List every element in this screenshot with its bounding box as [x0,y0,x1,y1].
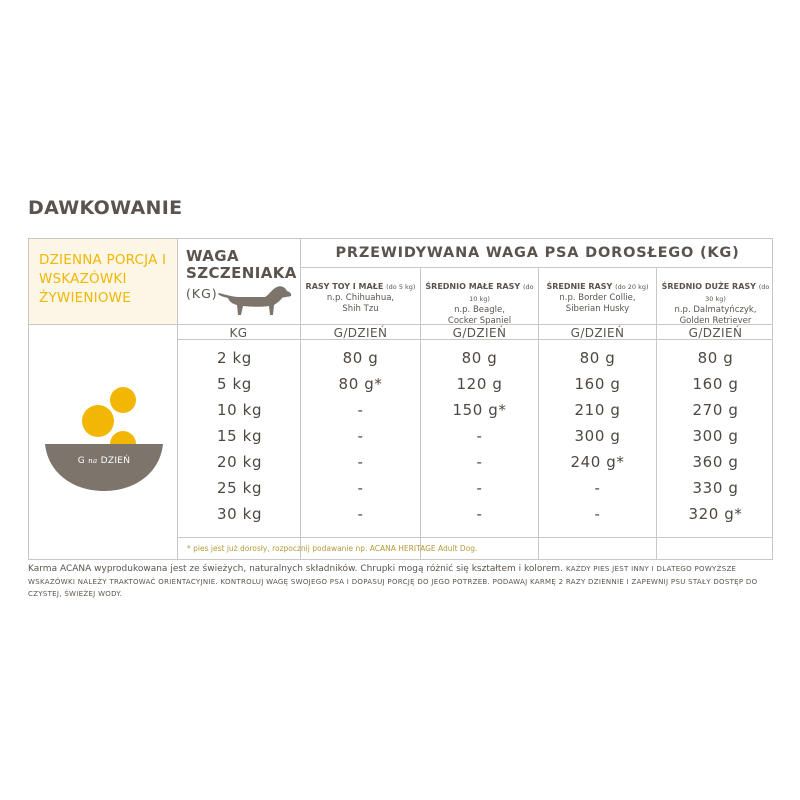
column-example: Siberian Husky [565,304,630,314]
row-weight: 15 kg [217,427,263,445]
column-example: Shih Tzu [342,304,379,314]
column-header [301,281,420,315]
unit-portion: G/DZIEŃ [688,326,743,340]
row-weight: 5 kg [217,375,252,393]
row-weight: 25 kg [217,479,263,497]
footnote: * pies jest już dorosły, rozpocznij podawanie np. ACANA HERITAGE Adult Dog. [187,544,478,553]
table-cell: 240 g* [570,453,625,471]
divider [177,239,178,559]
divider [177,537,772,538]
column-header [657,281,774,327]
table-cell: 320 g* [688,505,743,523]
table-cell: 300 g [574,427,621,445]
bowl-label-g: G [77,456,85,466]
weight-header-line2: SZCZENIAKA [186,264,297,282]
table-cell: - [357,505,364,523]
column-example: n.p. Border Collie, [559,293,636,303]
column-example: n.p. Beagle, [454,305,505,315]
row-weight: 10 kg [217,401,263,419]
weight-header-line1: WAGA [186,247,240,265]
page-title: DAWKOWANIE [28,197,183,219]
table-cell: - [357,401,364,419]
bowl-label-day: DZIEŃ [100,456,131,466]
column-name: ŚREDNIO MAŁE RASY [425,282,521,291]
table-cell: 80 g [342,349,379,367]
row-weight: 2 kg [217,349,252,367]
feeding-table [28,238,773,560]
column-example: n.p. Dalmatyńczyk, [674,305,757,315]
table-cell: - [357,479,364,497]
left-header-title: DZIENNA PORCJA I WSKAZÓWKI ŻYWIENIOWE [39,252,167,306]
table-cell: 300 g [692,427,739,445]
unit-kg: KG [229,326,248,340]
table-cell: - [476,479,483,497]
table-cell: - [357,427,364,445]
notes-main: Karma ACANA wyprodukowana jest ze świeżych, naturalnych składników. Chrupki mogą różnić się kształtem i kolorem. [28,564,564,574]
column-header [539,281,656,315]
table-cell: - [476,505,483,523]
column-range: (do 30 kg) [705,283,770,303]
column-range: (do 10 kg) [469,283,534,303]
dog-icon [217,283,293,319]
column-example: Cocker Spaniel [447,316,512,326]
table-cell: 360 g [692,453,739,471]
table-cell: 80 g* [338,375,383,393]
table-cell: - [594,479,601,497]
unit-portion: G/DZIEŃ [452,326,507,340]
column-name: ŚREDNIO DUŻE RASY [661,282,756,291]
unit-portion: G/DZIEŃ [570,326,625,340]
table-cell: 80 g [461,349,498,367]
column-name: ŚREDNIE RASY [546,282,613,291]
table-cell: 80 g [579,349,616,367]
unit-portion: G/DZIEŃ [333,326,388,340]
column-example: Golden Retriever [679,316,752,326]
table-cell: 80 g [697,349,734,367]
table-cell: 120 g [456,375,503,393]
table-cell: 330 g [692,479,739,497]
table-cell: 210 g [574,401,621,419]
table-cell: - [476,453,483,471]
bowl-label [45,456,163,466]
row-weight: 30 kg [217,505,263,523]
table-cell: 160 g [692,375,739,393]
table-cell: 150 g* [452,401,507,419]
column-header [421,281,538,327]
table-cell: 270 g [692,401,739,419]
weight-header [186,248,297,282]
feeding-notes [28,563,780,601]
column-range: (do 5 kg) [386,283,416,291]
column-name: RASY TOY I MAŁE [305,282,384,291]
column-example: n.p. Chihuahua, [326,293,395,303]
table-cell: - [594,505,601,523]
bowl-label-na: na [88,457,98,465]
weight-unit: (KG) [186,286,218,301]
table-cell: - [476,427,483,445]
table-cell: 160 g [574,375,621,393]
food-bowl-icon [43,381,165,493]
predicted-weight-header: PRZEWIDYWANA WAGA PSA DOROSŁEGO (KG) [335,245,740,261]
row-weight: 20 kg [217,453,263,471]
column-range: (do 20 kg) [615,283,649,291]
divider [300,267,772,268]
notes-small: KAŻDY PIES JEST INNY I DLATEGO POWYŻSZE WSKAZÓWKI NALEŻY TRAKTOWAĆ ORIENTACYJNIE. KONTROLUJ WAGĘ SWOJEGO PSA I DOPASUJ PORCJĘ DO JEGO POTRZEB. PODAWAJ KARMĘ 2 RAZY DZIENNIE I ZAPEWNIJ PSU STAŁY DOSTĘP DO CZYSTEJ, ŚWIEŻEJ WODY. [28,565,758,598]
table-cell: - [357,453,364,471]
